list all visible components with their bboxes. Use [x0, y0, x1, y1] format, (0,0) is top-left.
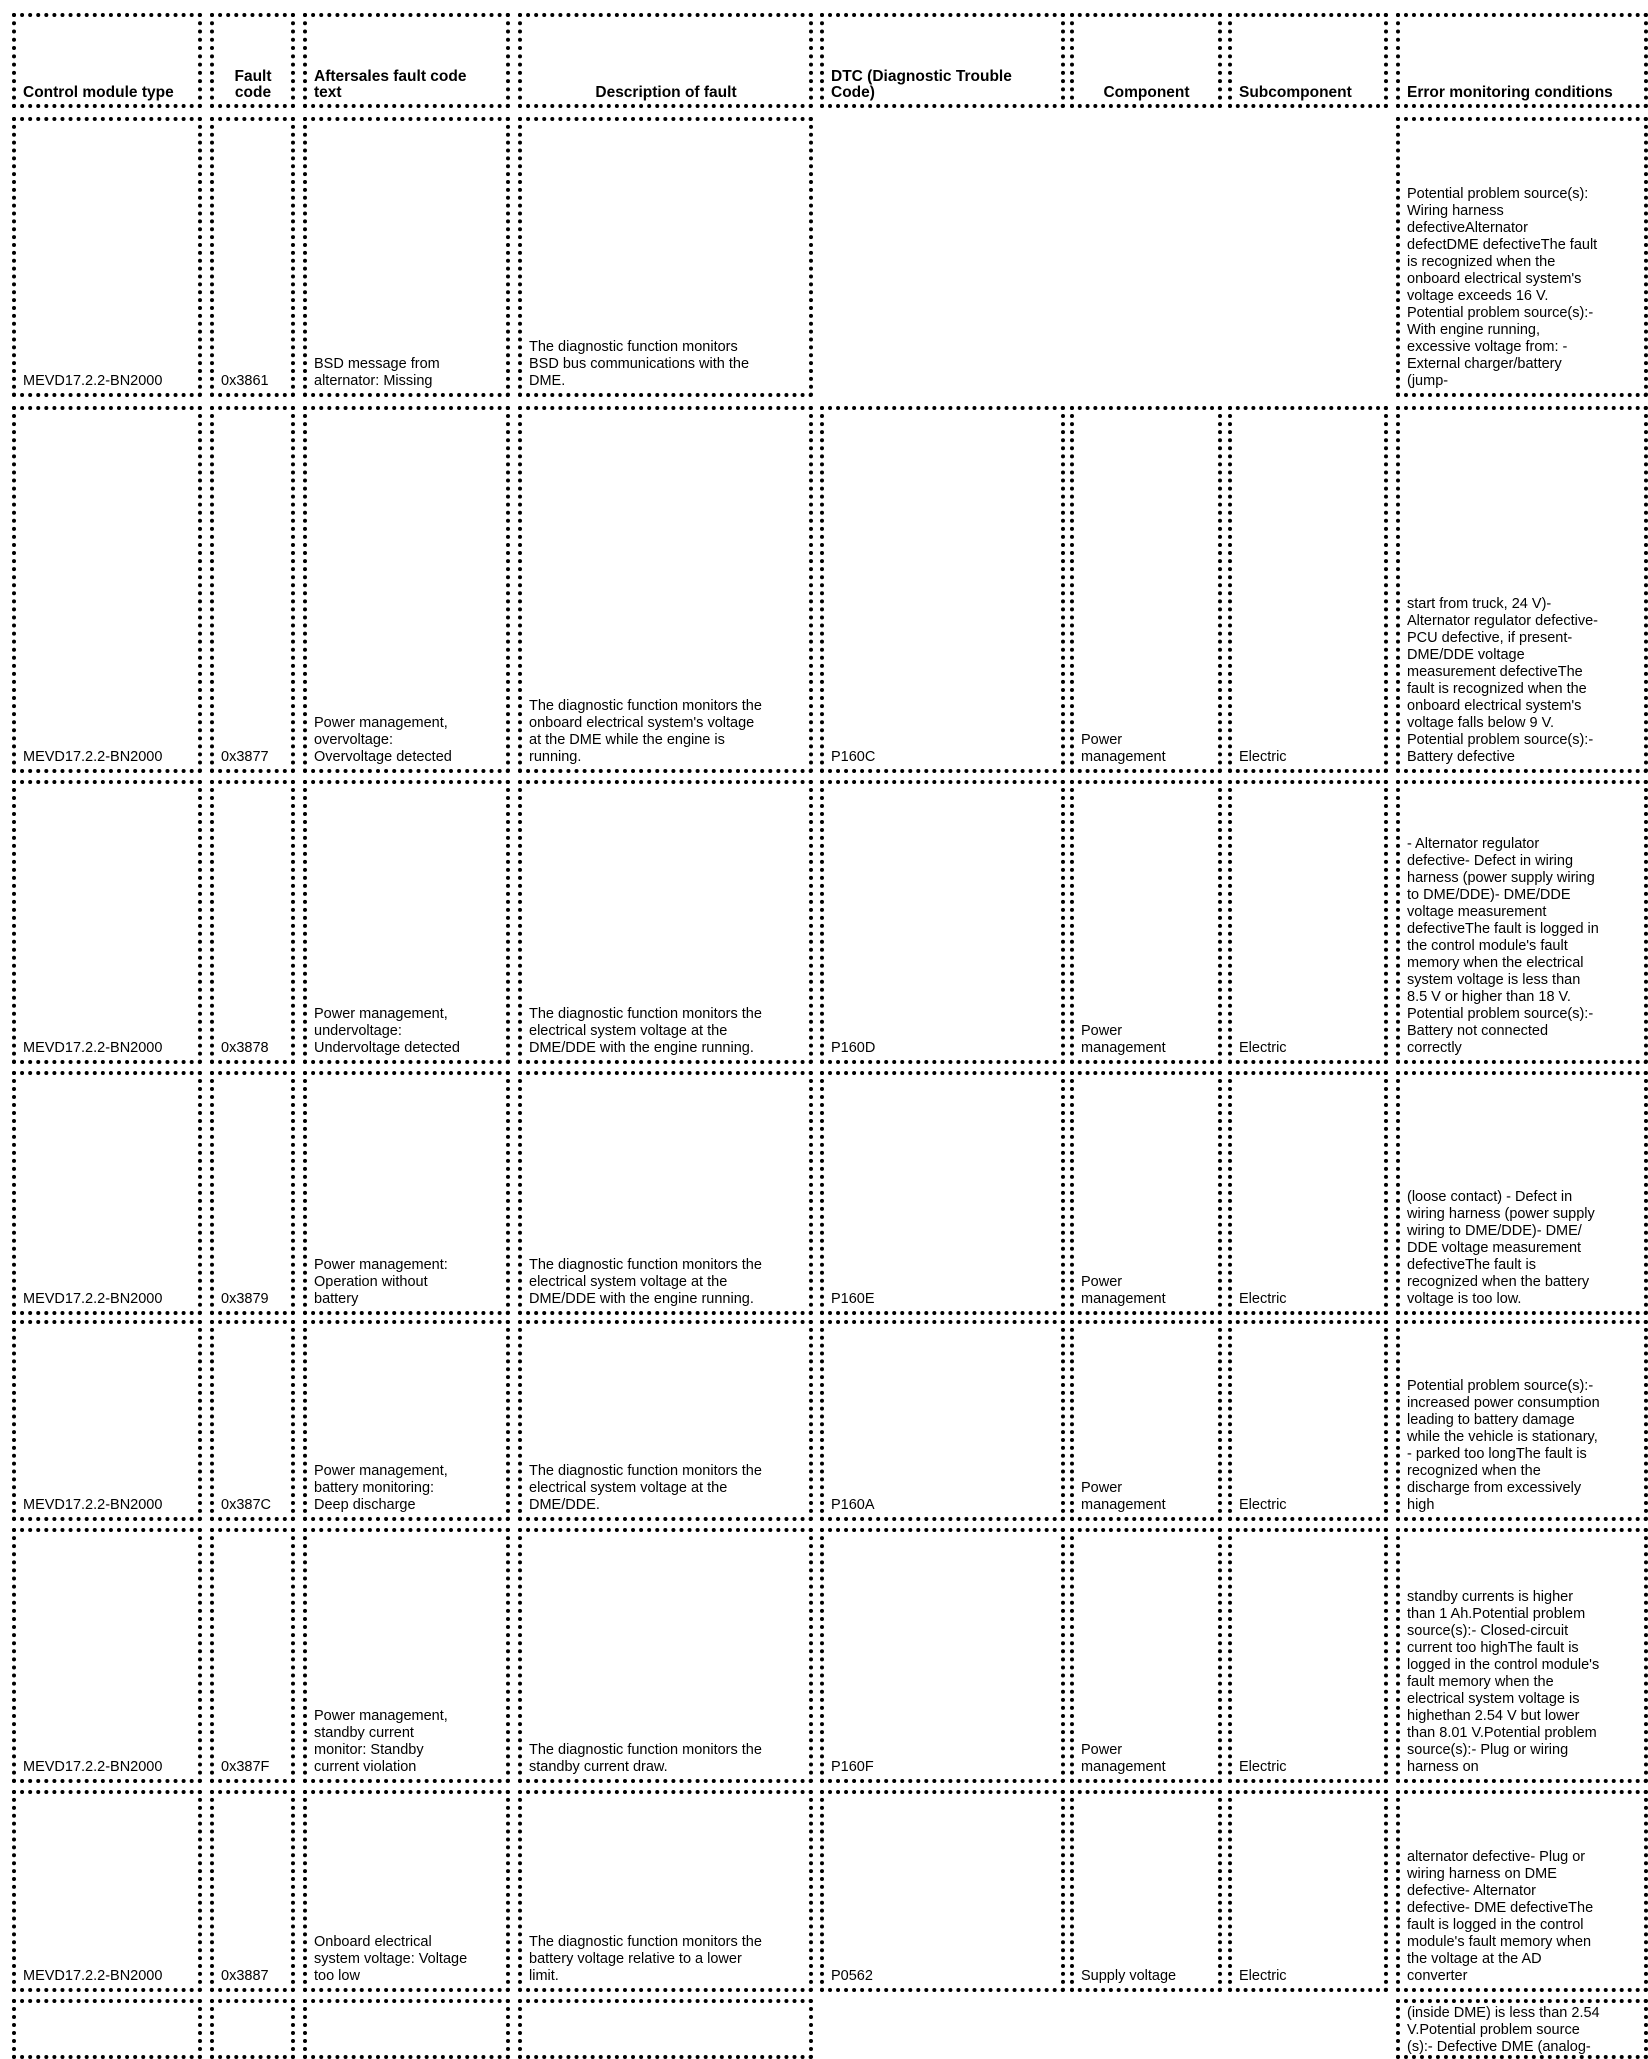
module-type-cell	[12, 117, 202, 397]
subcomponent-cell	[1228, 1528, 1388, 1783]
subcomponent-cell-text: Electric	[1239, 1497, 1287, 1513]
component-cell-text: Power management	[1081, 1274, 1166, 1307]
conditions-cell	[1396, 1790, 1648, 1992]
subcomponent-cell-text: Electric	[1239, 1759, 1287, 1775]
conditions-cell	[1396, 1528, 1648, 1783]
module-type-cell-text: MEVD17.2.2-BN2000	[23, 1497, 163, 1513]
fault-code-cell-text: 0x3887	[221, 1968, 269, 1984]
aftersales-text-cell	[303, 1528, 510, 1783]
conditions-cell-text: Potential problem source(s):- increased power consumption leading to battery damage while the vehicle is stationary, - parked too longThe fault is recognized when the discharge from excessively high	[1407, 1378, 1600, 1513]
fault-code-cell-text: 0x3879	[221, 1291, 269, 1307]
header-description-text: Description of fault	[595, 84, 737, 101]
dtc-cell	[820, 406, 1065, 773]
dtc-cell	[820, 1528, 1065, 1783]
aftersales-text-cell-text: Power management, standby current monitor: Standby current violation	[314, 1708, 448, 1775]
conditions-cell-text: (inside DME) is less than 2.54 V.Potential problem source (s):- Defective DME (analog-	[1407, 2005, 1600, 2055]
description-cell-text: The diagnostic function monitors the electrical system voltage at the DME/DDE with the engine running.	[529, 1006, 762, 1056]
component-cell-text: Power management	[1081, 1023, 1166, 1056]
aftersales-text-cell-text: Onboard electrical system voltage: Voltage too low	[314, 1934, 468, 1984]
conditions-cell-text: start from truck, 24 V)- Alternator regulator defective- PCU defective, if present- DME/DDE voltage measurement defectiveThe fault is recognized when the onboard electrical system's voltage falls below 9 V. Potential problem source(s):- Battery defective	[1407, 596, 1599, 765]
component-cell-text: Power management	[1081, 1742, 1166, 1775]
component-cell	[1070, 1071, 1222, 1315]
component-cell	[1070, 780, 1222, 1064]
header-component-text: Component	[1103, 84, 1190, 101]
aftersales-text-cell	[303, 1999, 510, 2059]
header-description	[518, 13, 813, 108]
dtc-cell	[820, 1071, 1065, 1315]
dtc-cell	[820, 780, 1065, 1064]
conditions-cell-text: alternator defective- Plug or wiring harness on DME defective- Alternator defective- DME defectiveThe fault is logged in the control module's fault memory when the voltage at the AD converter	[1407, 1849, 1594, 1984]
module-type-cell	[12, 1320, 202, 1521]
subcomponent-cell	[1228, 406, 1388, 773]
header-control-module-type-text: Control module type	[23, 84, 174, 101]
conditions-cell-text: Potential problem source(s): Wiring harness defectiveAlternator defectDME defectiveThe fault is recognized when the onboard electrical system's voltage exceeds 16 V. Potential problem source(s):- With engine running, excessive voltage from: - External charger/battery (jump-	[1407, 186, 1598, 389]
fault-code-cell-text: 0x387C	[221, 1497, 271, 1513]
component-cell	[1070, 117, 1222, 397]
conditions-cell-text: (loose contact) - Defect in wiring harness (power supply wiring to DME/DDE)- DME/ DDE voltage measurement defectiveThe fault is recognized when the battery voltage is too low.	[1407, 1189, 1595, 1307]
subcomponent-cell-text: Electric	[1239, 1968, 1287, 1984]
fault-code-cell	[210, 1071, 295, 1315]
header-dtc-text: DTC (Diagnostic Trouble Code)	[831, 68, 1012, 101]
description-cell	[518, 117, 813, 397]
description-cell	[518, 1999, 813, 2059]
subcomponent-cell-text: Electric	[1239, 1291, 1287, 1307]
header-error-conditions	[1396, 13, 1648, 108]
fault-code-cell	[210, 1790, 295, 1992]
header-dtc	[820, 13, 1065, 108]
conditions-cell	[1396, 406, 1648, 773]
subcomponent-cell	[1228, 1320, 1388, 1521]
conditions-cell	[1396, 1999, 1648, 2059]
conditions-cell	[1396, 1071, 1648, 1315]
description-cell	[518, 1790, 813, 1992]
conditions-cell	[1396, 1320, 1648, 1521]
aftersales-text-cell-text: Power management, overvoltage: Overvoltage detected	[314, 715, 452, 765]
aftersales-text-cell	[303, 1071, 510, 1315]
fault-code-cell	[210, 1320, 295, 1521]
aftersales-text-cell	[303, 780, 510, 1064]
fault-code-cell	[210, 1999, 295, 2059]
subcomponent-cell	[1228, 1999, 1388, 2059]
dtc-cell-text: P160C	[831, 749, 876, 765]
header-aftersales-text	[303, 13, 510, 108]
aftersales-text-cell	[303, 1790, 510, 1992]
module-type-cell	[12, 780, 202, 1064]
description-cell-text: The diagnostic function monitors the electrical system voltage at the DME/DDE.	[529, 1463, 762, 1513]
component-cell	[1070, 406, 1222, 773]
dtc-cell	[820, 117, 1065, 397]
module-type-cell-text: MEVD17.2.2-BN2000	[23, 1759, 163, 1775]
dtc-cell-text: P160D	[831, 1040, 876, 1056]
fault-code-cell-text: 0x3877	[221, 749, 269, 765]
header-control-module-type	[12, 13, 202, 108]
component-cell-text: Power management	[1081, 1480, 1166, 1513]
header-component	[1070, 13, 1222, 108]
fault-code-cell-text: 0x3878	[221, 1040, 269, 1056]
module-type-cell	[12, 1071, 202, 1315]
description-cell-text: The diagnostic function monitors the onboard electrical system's voltage at the DME while the engine is running.	[529, 698, 762, 765]
description-cell-text: The diagnostic function monitors the battery voltage relative to a lower limit.	[529, 1934, 762, 1984]
dtc-cell	[820, 1320, 1065, 1521]
conditions-cell	[1396, 117, 1648, 397]
module-type-cell-text: MEVD17.2.2-BN2000	[23, 1040, 163, 1056]
conditions-cell-text: - Alternator regulator defective- Defect in wiring harness (power supply wiring to DME/DDE)- DME/DDE voltage measurement defectiveThe fault is logged in the control module's fault memory when the electrical system voltage is less than 8.5 V or higher than 18 V. Potential problem source(s):- Battery not connected correctly	[1407, 836, 1599, 1056]
component-cell	[1070, 1320, 1222, 1521]
subcomponent-cell-text: Electric	[1239, 1040, 1287, 1056]
module-type-cell-text: MEVD17.2.2-BN2000	[23, 373, 163, 389]
description-cell-text: The diagnostic function monitors the electrical system voltage at the DME/DDE with the engine running.	[529, 1257, 762, 1307]
module-type-cell-text: MEVD17.2.2-BN2000	[23, 1291, 163, 1307]
subcomponent-cell-text: Electric	[1239, 749, 1287, 765]
subcomponent-cell	[1228, 780, 1388, 1064]
description-cell-text: The diagnostic function monitors the standby current draw.	[529, 1742, 762, 1775]
header-error-conditions-text: Error monitoring conditions	[1407, 84, 1613, 101]
dtc-cell-text: P160E	[831, 1291, 875, 1307]
fault-code-cell-text: 0x3861	[221, 373, 269, 389]
aftersales-text-cell	[303, 117, 510, 397]
component-cell-text: Power management	[1081, 732, 1166, 765]
fault-code-cell	[210, 780, 295, 1064]
component-cell	[1070, 1528, 1222, 1783]
subcomponent-cell	[1228, 117, 1388, 397]
dtc-cell-text: P160F	[831, 1759, 874, 1775]
fault-code-cell	[210, 117, 295, 397]
dtc-cell	[820, 1790, 1065, 1992]
description-cell-text: The diagnostic function monitors BSD bus communications with the DME.	[529, 339, 750, 389]
description-cell	[518, 1320, 813, 1521]
aftersales-text-cell	[303, 406, 510, 773]
component-cell	[1070, 1999, 1222, 2059]
aftersales-text-cell-text: Power management: Operation without battery	[314, 1257, 448, 1307]
dtc-cell-text: P160A	[831, 1497, 875, 1513]
fault-code-cell	[210, 406, 295, 773]
description-cell	[518, 780, 813, 1064]
header-subcomponent-text: Subcomponent	[1239, 84, 1352, 101]
description-cell	[518, 1071, 813, 1315]
module-type-cell	[12, 406, 202, 773]
aftersales-text-cell-text: Power management, battery monitoring: Deep discharge	[314, 1463, 448, 1513]
module-type-cell	[12, 1999, 202, 2059]
fault-code-cell-text: 0x387F	[221, 1759, 270, 1775]
aftersales-text-cell-text: Power management, undervoltage: Undervoltage detected	[314, 1006, 460, 1056]
subcomponent-cell	[1228, 1071, 1388, 1315]
module-type-cell	[12, 1790, 202, 1992]
dtc-cell	[820, 1999, 1065, 2059]
component-cell	[1070, 1790, 1222, 1992]
header-fault-code	[210, 13, 295, 108]
fault-code-cell	[210, 1528, 295, 1783]
module-type-cell	[12, 1528, 202, 1783]
aftersales-text-cell-text: BSD message from alternator: Missing	[314, 356, 440, 389]
header-subcomponent	[1228, 13, 1388, 108]
description-cell	[518, 1528, 813, 1783]
module-type-cell-text: MEVD17.2.2-BN2000	[23, 749, 163, 765]
conditions-cell-text: standby currents is higher than 1 Ah.Potential problem source(s):- Closed-circuit current too highThe fault is logged in the control module's fault memory when the electrical system voltage is highethan 2.54 V but lower than 8.01 V.Potential problem source(s):- Plug or wiring harness on	[1407, 1589, 1600, 1775]
component-cell-text: Supply voltage	[1081, 1968, 1177, 1984]
aftersales-text-cell	[303, 1320, 510, 1521]
description-cell	[518, 406, 813, 773]
subcomponent-cell	[1228, 1790, 1388, 1992]
header-aftersales-text-text: Aftersales fault code text	[314, 68, 467, 101]
conditions-cell	[1396, 780, 1648, 1064]
header-fault-code-text: Fault code	[234, 68, 272, 101]
module-type-cell-text: MEVD17.2.2-BN2000	[23, 1968, 163, 1984]
dtc-cell-text: P0562	[831, 1968, 873, 1984]
